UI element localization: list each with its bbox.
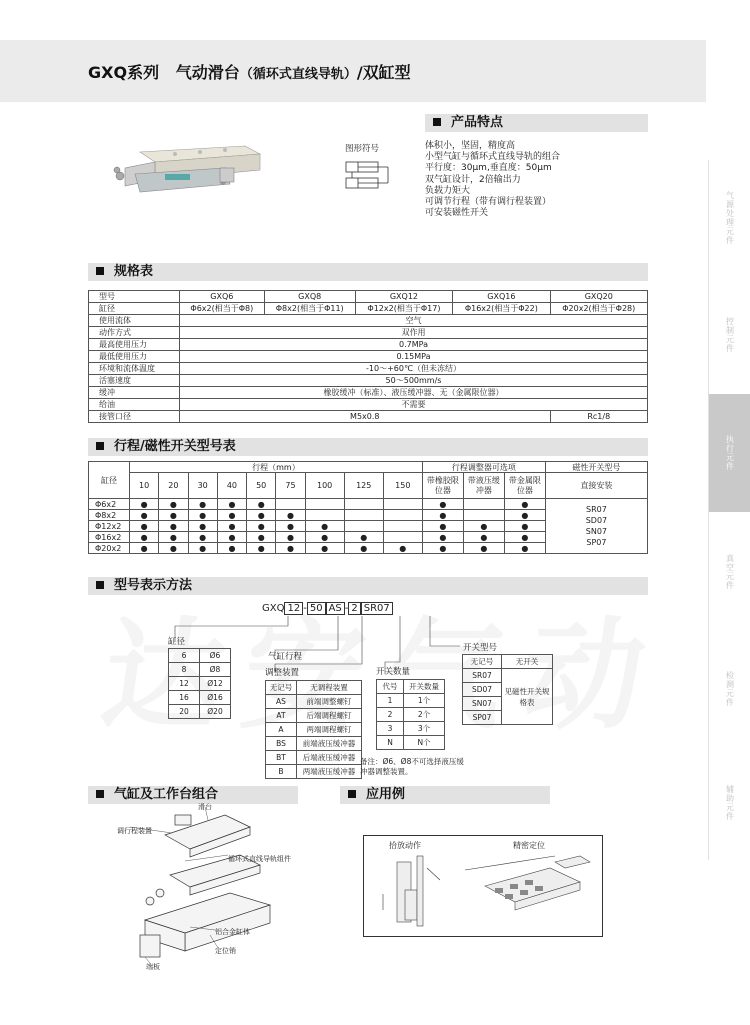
switch-count-label: 开关数量	[376, 667, 411, 677]
table-row: B 两端液压缓冲器	[266, 765, 362, 779]
stroke-table: 缸径 行程（mm） 行程调整器可选项 磁性开关型号 10 20 30 40 50 75 100 125 150 带橡胶限位器 带液压缓冲器 带金属限位器 直接安装 Φ6x2 ● ● ● ● ● ● ● SR07 SD07 SN07 SP07 Φ8x2 ● ● ● ● ● ● ● ● Φ12x2 ● ● ● ● ● ● ● ● ● ● Φ16x2 ● ● ● ● ● ● ● ● ● ● ● Φ20x2 ● ● ● ● ● ● ● ● ● ● ● ●	[88, 461, 648, 554]
stroke-mark: ●	[422, 521, 463, 532]
assembly-label: 端板	[146, 963, 160, 971]
stroke-mark: ●	[130, 521, 159, 532]
assembly-label: 定位销	[215, 947, 236, 955]
stroke-mark: ●	[130, 510, 159, 521]
table-row: SN07	[463, 697, 553, 711]
stroke-mark: ●	[463, 543, 504, 554]
table-row: 16 Ø16	[169, 691, 231, 705]
assembly-label: 滑台	[198, 803, 212, 811]
application-label: 拾放动作	[389, 841, 421, 850]
table-row: BT 后端液压缓冲器	[266, 751, 362, 765]
stroke-mark: ●	[463, 532, 504, 543]
order-code: GXQ 12 - 50 AS - 2 SR07	[262, 602, 393, 615]
product-image	[105, 140, 265, 200]
stroke-mark: ●	[188, 532, 217, 543]
table-row: SP07	[463, 711, 553, 725]
stroke-mark: ●	[344, 543, 383, 554]
stroke-mark: ●	[217, 543, 246, 554]
assembly-label: 调行程装置	[117, 827, 152, 835]
table-row: Φ8x2 ● ● ● ● ● ● ● ●	[89, 510, 648, 521]
stroke-mark: ●	[276, 510, 305, 521]
order-heading: 型号表示方法	[88, 577, 648, 595]
stroke-mark: ●	[383, 543, 422, 554]
side-nav	[708, 160, 750, 860]
switch-count-table	[376, 679, 445, 750]
stroke-mark	[344, 521, 383, 532]
stroke-mark: ●	[422, 510, 463, 521]
side-nav-item-active[interactable]: 执行元件	[709, 394, 750, 512]
switch-model-table	[462, 654, 553, 725]
stroke-mark	[276, 499, 305, 510]
side-nav-item[interactable]: 真空元件	[725, 553, 735, 590]
stroke-mark: ●	[422, 499, 463, 510]
stroke-mark: ●	[217, 510, 246, 521]
stroke-mark: ●	[504, 532, 545, 543]
features-list: 体积小，坚固，精度高 小型气缸与循环式直线导轨的组合 平行度：30μm,垂直度：50μm 双气缸设计，2倍输出力 负载力矩大 可调节行程（带有调行程装置） 可安装磁性开关	[425, 141, 561, 219]
stroke-mark: ●	[188, 521, 217, 532]
stroke-mark: ●	[159, 521, 188, 532]
stroke-mark: ●	[159, 532, 188, 543]
table-row: Φ20x2 ● ● ● ● ● ● ● ● ● ● ● ●	[89, 543, 648, 554]
table-row: 1 1个	[377, 694, 445, 708]
table-row: 缓冲 橡胶缓冲（标准）、液压缓冲器、无（金属限位器）	[89, 387, 648, 399]
stroke-mark: ●	[504, 521, 545, 532]
table-row: 活塞速度 50～500mm/s	[89, 375, 648, 387]
table-row: 最高使用压力 0.7MPa	[89, 339, 648, 351]
stroke-mark	[383, 532, 422, 543]
application-heading: 应用例	[340, 786, 550, 804]
stroke-mark: ●	[305, 543, 344, 554]
features-heading: 产品特点	[425, 114, 648, 132]
stroke-mark: ●	[463, 521, 504, 532]
stroke-mark: ●	[159, 499, 188, 510]
stroke-mark: ●	[188, 499, 217, 510]
stroke-mark: ●	[217, 532, 246, 543]
stroke-mark: ●	[276, 543, 305, 554]
table-row: 最低使用压力 0.15MPa	[89, 351, 648, 363]
stroke-mark: ●	[504, 499, 545, 510]
table-row: AT 后端调程螺钉	[266, 709, 362, 723]
symbol-label: 图形符号	[345, 144, 380, 154]
table-row: 无记号 无开关	[463, 655, 553, 669]
stroke-mark	[344, 510, 383, 521]
side-nav-item[interactable]: 辅助元件	[725, 785, 735, 821]
stroke-mark: ●	[247, 543, 276, 554]
stroke-mark: ●	[422, 543, 463, 554]
stroke-mark	[383, 521, 422, 532]
stroke-mark: ●	[247, 532, 276, 543]
stroke-mark: ●	[159, 510, 188, 521]
table-row: 12 Ø12	[169, 677, 231, 691]
table-row: Φ16x2 ● ● ● ● ● ● ● ● ● ● ●	[89, 532, 648, 543]
stroke-mark	[305, 499, 344, 510]
table-row: SR07 见磁性开关规格表	[463, 669, 553, 683]
switch-list: SR07 SD07 SN07 SP07	[545, 499, 647, 554]
table-row: 无记号 无调程装置	[266, 681, 362, 695]
table-row: 环境和流体温度 -10～+60℃（但未冻结）	[89, 363, 648, 375]
stroke-mark: ●	[504, 543, 545, 554]
stroke-mark: ●	[130, 499, 159, 510]
stroke-mark: ●	[130, 532, 159, 543]
page-title: GXQ系列 气动滑台（循环式直线导轨）/双缸型	[88, 63, 411, 82]
stroke-mark: ●	[188, 543, 217, 554]
table-row: 2 2个	[377, 708, 445, 722]
spec-heading: 规格表	[88, 263, 648, 281]
stroke-mark: ●	[305, 521, 344, 532]
table-row: 20 Ø20	[169, 705, 231, 719]
table-row: 8 Ø8	[169, 663, 231, 677]
stroke-mark: ●	[217, 499, 246, 510]
stroke-mark	[383, 499, 422, 510]
stroke-mark: ●	[276, 532, 305, 543]
side-nav-item[interactable]: 气源处理元件	[725, 190, 735, 245]
stroke-mark: ●	[247, 499, 276, 510]
table-row: 缸径 Φ6x2(相当于Φ8) Φ8x2(相当于Φ11) Φ12x2(相当于Φ17) Φ16x2(相当于Φ22) Φ20x2(相当于Φ28)	[89, 303, 648, 315]
table-row: N N个	[377, 736, 445, 750]
stroke-label: 气缸行程	[268, 652, 303, 662]
table-row: 给油 不需要	[89, 399, 648, 411]
stroke-mark	[383, 510, 422, 521]
order-note: 备注：Ø6、Ø8不可选择液压缓冲器调整装置。	[360, 757, 464, 776]
table-row: 6 Ø6	[169, 649, 231, 663]
application-drawing	[365, 850, 599, 934]
side-nav-item[interactable]: 控制元件	[725, 316, 735, 353]
stroke-mark: ●	[305, 532, 344, 543]
table-row: SD07	[463, 683, 553, 697]
table-row: 动作方式 双作用	[89, 327, 648, 339]
application-label: 精密定位	[513, 841, 545, 850]
table-row: 3 3个	[377, 722, 445, 736]
stroke-mark: ●	[188, 510, 217, 521]
stroke-mark: ●	[130, 543, 159, 554]
adjuster-label: 调整装置	[265, 668, 300, 678]
side-nav-item[interactable]: 检测元件	[725, 670, 735, 707]
table-row: 接管口径 M5x0.8 Rc1/8	[89, 411, 648, 423]
table-row: 使用流体 空气	[89, 315, 648, 327]
table-row: 代号 开关数量	[377, 680, 445, 694]
stroke-heading: 行程/磁性开关型号表	[88, 438, 648, 456]
table-row: Φ6x2 ● ● ● ● ● ● ● SR07 SD07 SN07 SP07	[89, 499, 648, 510]
stroke-mark	[344, 499, 383, 510]
table-row: AS 前端调整螺钉	[266, 695, 362, 709]
stroke-mark: ●	[159, 543, 188, 554]
stroke-mark: ●	[276, 521, 305, 532]
table-row: A 两端调程螺钉	[266, 723, 362, 737]
assembly-label: 铝合金缸体	[215, 928, 250, 936]
stroke-mark: ●	[344, 532, 383, 543]
table-row: BS 前端液压缓冲器	[266, 737, 362, 751]
spec-table	[88, 290, 648, 423]
stroke-mark: ●	[422, 532, 463, 543]
adjuster-table	[265, 680, 362, 779]
bore-table	[168, 648, 231, 719]
stroke-mark: ●	[504, 510, 545, 521]
table-row: 型号 GXQ6 GXQ8 GXQ12 GXQ16 GXQ20	[89, 291, 648, 303]
stroke-mark	[305, 510, 344, 521]
stroke-mark	[463, 499, 504, 510]
stroke-mark	[463, 510, 504, 521]
pneumatic-symbol-icon	[338, 158, 396, 192]
bore-label: 缸径	[168, 637, 186, 647]
switch-model-label: 开关型号	[463, 643, 498, 653]
stroke-mark: ●	[217, 521, 246, 532]
table-row: Φ12x2 ● ● ● ● ● ● ● ● ● ●	[89, 521, 648, 532]
assembly-label: 循环式直线导轨组件	[228, 855, 291, 863]
stroke-mark: ●	[247, 510, 276, 521]
assembly-heading: 气缸及工作台组合	[88, 786, 298, 804]
stroke-mark: ●	[247, 521, 276, 532]
